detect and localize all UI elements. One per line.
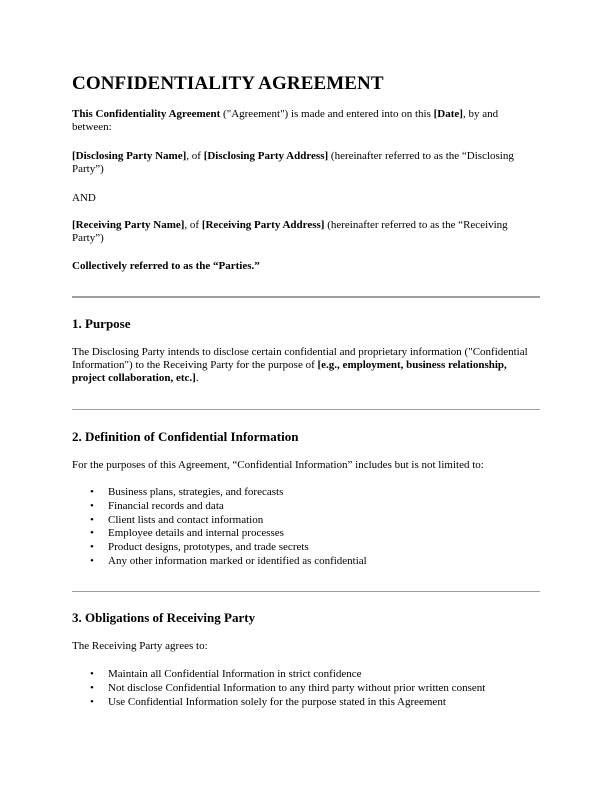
intro-bold-lead: This Confidentiality Agreement — [72, 108, 221, 120]
receiving-address-placeholder: [Receiving Party Address] — [201, 219, 325, 231]
receiving-name-placeholder: [Receiving Party Name] — [72, 219, 185, 231]
section-1-end: . — [195, 372, 199, 384]
section-1-heading: 1. Purpose — [72, 316, 131, 331]
date-placeholder: [Date] — [433, 108, 463, 120]
list-item: • Employee details and internal processes — [72, 527, 367, 541]
disclosing-tail: (hereinafter referred to as the “Disclosing Party”) — [72, 150, 514, 175]
disclosing-party-paragraph — [72, 150, 540, 176]
collective-text: Collectively referred to as the “Parties.” — [72, 260, 260, 272]
obligations-list — [72, 668, 485, 709]
section-3-intro: The Receiving Party agrees to: — [72, 640, 208, 652]
section-1-text: The Disclosing Party intends to disclose certain confidential and proprietary information ("Confidential Information") to the Receiving Party for the purpose of — [72, 346, 528, 371]
section-divider — [72, 296, 540, 298]
intro-paragraph — [72, 108, 540, 134]
section-2-intro: For the purposes of this Agreement, “Confidential Information” includes but is not limited to: — [72, 459, 484, 471]
list-item: • Use Confidential Information solely for the purpose stated in this Agreement — [72, 696, 485, 710]
section-divider — [72, 409, 540, 410]
disclosing-address-placeholder: [Disclosing Party Address] — [203, 150, 329, 162]
intro-text-2: , by and between: — [72, 108, 499, 133]
section-divider — [72, 591, 540, 592]
list-item: • Product designs, prototypes, and trade secrets — [72, 541, 367, 555]
section-1-paragraph — [72, 346, 540, 385]
confidential-info-list — [72, 486, 367, 569]
and-text: AND — [72, 192, 96, 204]
list-item: • Maintain all Confidential Information in strict confidence — [72, 668, 485, 682]
disclosing-name-placeholder: [Disclosing Party Name] — [72, 150, 187, 162]
intro-text-1: ("Agreement") is made and entered into on this — [220, 108, 434, 120]
receiving-of: , of — [184, 219, 202, 231]
disclosing-of: , of — [186, 150, 204, 162]
purpose-placeholder: [e.g., employment, business relationship, project collaboration, etc.] — [72, 359, 507, 384]
list-item: • Client lists and contact information — [72, 514, 367, 528]
document-title: CONFIDENTIALITY AGREEMENT — [72, 73, 384, 94]
receiving-tail: (hereinafter referred to as the “Receiving Party”) — [72, 219, 508, 244]
list-item: • Not disclose Confidential Information to any third party without prior written consent — [72, 682, 485, 696]
list-item: • Financial records and data — [72, 500, 367, 514]
list-item: • Any other information marked or identified as confidential — [72, 555, 367, 569]
collective-reference — [72, 260, 540, 273]
section-2-heading: 2. Definition of Confidential Information — [72, 429, 299, 444]
section-3-heading: 3. Obligations of Receiving Party — [72, 610, 256, 625]
receiving-party-paragraph — [72, 219, 540, 245]
list-item: • Business plans, strategies, and forecasts — [72, 486, 367, 500]
